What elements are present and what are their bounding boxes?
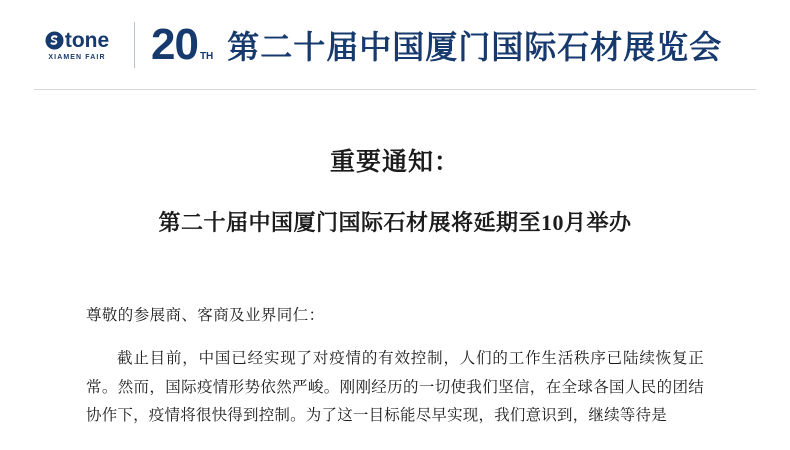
notice-subtitle: 第二十届中国厦门国际石材展将延期至10月举办 xyxy=(158,210,632,235)
logo-wordmark-text: tone xyxy=(64,28,110,52)
header-title: 第二十届中国厦门国际石材展览会 xyxy=(227,29,723,65)
notice-title: 重要通知： xyxy=(329,149,460,176)
page-header xyxy=(0,0,790,90)
anniversary-mark xyxy=(151,19,214,69)
salutation: 尊敬的参展商、客商及业界同仁： xyxy=(86,307,325,324)
document-body xyxy=(0,142,790,431)
body-paragraph-1: 截止目前，中国已经实现了对疫情的有效控制，人们的工作生活秩序已陆续恢复正常。然而，国际疫情形势依然严峻。刚刚经历的一切使我们坚信，在全球各国人民的团结协作下，疫情将很快得到控制。为了这一目标能尽早实现，我们意识到，继续等待是 xyxy=(86,350,704,425)
header-divider xyxy=(134,22,135,68)
stone-xiamen-fair-logo xyxy=(34,30,120,61)
anniversary-number: 20 xyxy=(151,19,198,69)
logo-subtitle: XIAMEN FAIR xyxy=(48,53,106,61)
anniversary-suffix: TH xyxy=(199,50,214,62)
header-bottom-rule xyxy=(34,89,756,90)
stone-s-icon xyxy=(45,31,64,50)
logo-wordmark xyxy=(45,30,109,51)
